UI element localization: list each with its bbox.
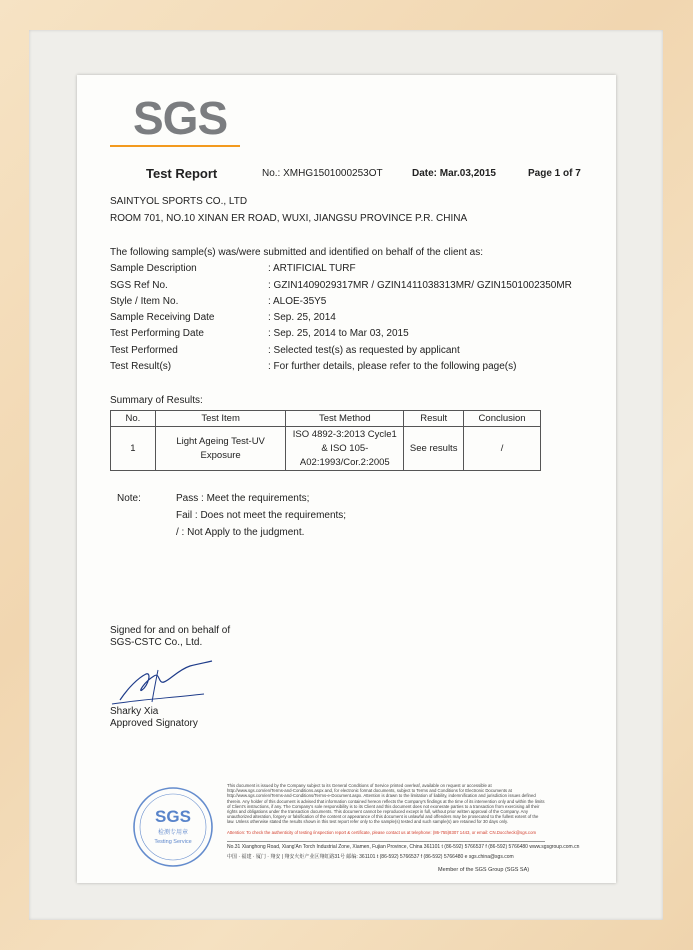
sgs-logo: SGS [133,92,228,144]
footer-address-en: No.31 Xianghong Road, Xiang'An Torch Industrial Zone, Xiamen, Fujian Province, China 361101 t (86-592) 5766537 f (86-592) 5766480 www.sgsgroup.com.cn [227,844,580,850]
field-value: : Selected test(s) as requested by applicant [268,345,460,356]
field-value: : Sep. 25, 2014 [268,312,336,323]
cell-conclusion: / [464,427,541,471]
cell-no: 1 [111,427,156,471]
header-conclusion: Conclusion [464,411,541,427]
seal-english-text: Testing Service [154,839,192,845]
cell-test-method [286,427,404,471]
seal-logo: SGS [155,807,191,826]
footer-attention: Attention: To check the authenticity of testing /inspection report & certificate, please contact us at telephone: (86-755)8307 1443, or email: CN.Doccheck@sgs.com [227,830,537,835]
report-date: Date: Mar.03,2015 [412,168,496,179]
seal-chinese-text: 检测专用章 [157,829,189,836]
field-label: Test Performing Date [110,328,204,339]
table-header-row [111,411,541,427]
report-title: Test Report [146,166,218,181]
logo-underline [110,145,240,147]
summary-title: Summary of Results: [110,395,203,406]
page-number: Page 1 of 7 [528,168,581,179]
field-value: : ARTIFICIAL TURF [268,263,356,274]
test-item-line: Light Ageing Test-UV [176,435,265,447]
sgs-group-member: Member of the SGS Group (SGS SA) [438,867,530,873]
table-row [111,427,541,471]
handwritten-signature [108,660,218,708]
test-method-line: ISO 4892-3:2013 Cycle1 [292,428,397,440]
note-line: / : Not Apply to the judgment. [176,527,305,538]
test-method-line: & ISO 105- [321,442,369,454]
field-label: Sample Description [110,263,197,274]
test-method-line: A02:1993/Cor.2:2005 [299,456,390,468]
test-item-line: Exposure [200,449,241,461]
signatory-title: Approved Signatory [110,718,198,729]
summary-table [110,410,541,471]
client-name: SAINTYOL SPORTS CO., LTD [110,196,248,207]
note-line: Fail : Does not meet the requirements; [176,510,347,521]
report-number: No.: XMHG1501000253OT [262,168,383,179]
field-value: : GZIN1409029317MR / GZIN1411038313MR/ GZIN1501002350MR [268,280,572,291]
note-label: Note: [117,493,141,504]
field-value: : For further details, please refer to the following page(s) [268,361,517,372]
testing-service-seal [132,786,214,868]
note-line: Pass : Meet the requirements; [176,493,310,504]
cell-result: See results [404,427,464,471]
header-result: Result [404,411,464,427]
header-test-method: Test Method [286,411,404,427]
header-no: No. [111,411,156,427]
footer-divider [227,841,545,842]
client-address: ROOM 701, NO.10 XINAN ER ROAD, WUXI, JIANGSU PROVINCE P.R. CHINA [110,213,468,224]
signing-company: SGS-CSTC Co., Ltd. [110,637,203,648]
field-label: Style / Item No. [110,296,179,307]
field-value: : ALOE-35Y5 [268,296,327,307]
signatory-name: Sharky Xia [110,706,159,717]
field-value: : Sep. 25, 2014 to Mar 03, 2015 [268,328,409,339]
footer-disclaimer: This document is issued by the Company subject to its General Conditions of Service printed overleaf, available on request or accessible at http://www.sgs.com/en/Terms-and-Conditions.aspx and, for electronic format documents, subject to Terms and Conditions for Electronic Documents at http://www.sgs.com/en/Terms-and-Conditions/Terms-e-Document.aspx. Attention is drawn to the limitation of liability, indemnification and jurisdiction issues defined therein. Any holder of this document is advised that information contained hereon reflects the Company's findings at the time of its intervention only and within the limits of Client's instructions, if any. The Company's sole responsibility is to its Client and this document does not exonerate parties to a transaction from exercising all their rights and obligations under the transaction documents. This document cannot be reproduced except in full, without prior written approval of the Company. Any unauthorized alteration, forgery or falsification of the content or appearance of this document is unlawful and offenders may be prosecuted to the fullest extent of the law. Unless otherwise stated the results shown in this test report refer only to the sample(s) tested and such sample(s) are retained for 30 days only. [227,783,545,825]
header-test-item: Test Item [155,411,286,427]
intro-text: The following sample(s) was/were submitted and identified on behalf of the client as: [110,247,483,258]
footer-address-cn: 中国 · 福建 · 厦门 · 翔安 | 翔安火炬产业区翔虹路31号 邮编: 361101 t (86-592) 5766537 f (86-592) 5766480 e sgs.china@sgs.com [227,854,514,860]
signed-on-behalf: Signed for and on behalf of [110,625,231,636]
field-label: SGS Ref No. [110,280,168,291]
field-label: Test Performed [110,345,178,356]
field-label: Sample Receiving Date [110,312,215,323]
field-label: Test Result(s) [110,361,172,372]
cell-test-item [155,427,286,471]
